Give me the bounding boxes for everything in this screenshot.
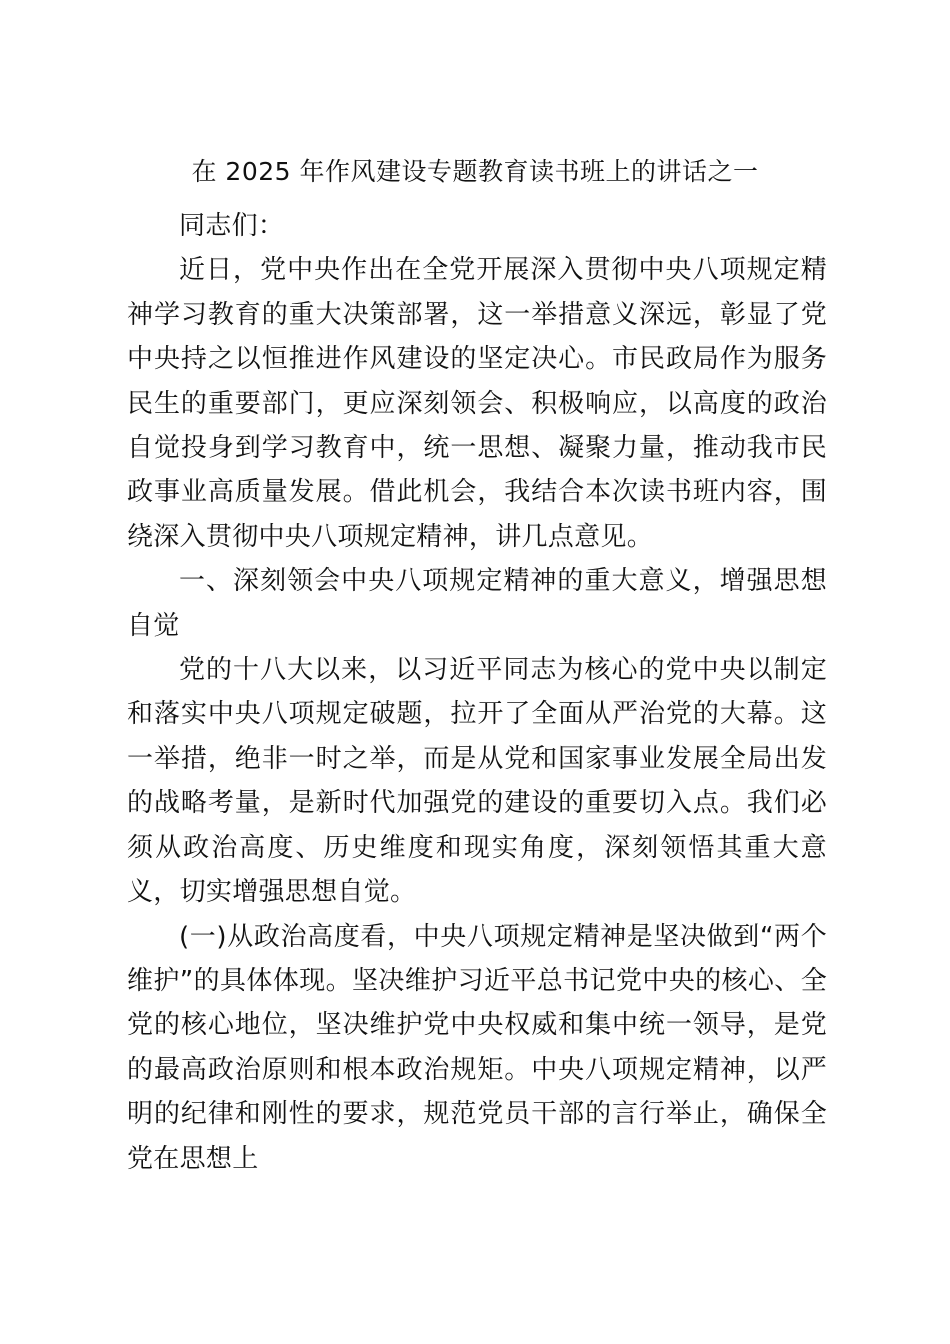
document-body (127, 204, 827, 1181)
document-title: 在 2025 年作风建设专题教育读书班上的讲话之一 (191, 157, 759, 186)
section-heading-1: 一、深刻领会中央八项规定精神的重大意义，增强思想自觉 (127, 566, 827, 641)
paragraph-intro: 近日，党中央作出在全党开展深入贯彻中央八项规定精神学习教育的重大决策部署，这一举措意义深远，彰显了党中央持之以恒推进作风建设的坚定决心。市民政局作为服务民生的重要部门，更应深刻领会、积极响应，以高度的政治自觉投身到学习教育中，统一思想、凝聚力量，推动我市民政事业高质量发展。借此机会，我结合本次读书班内容，围绕深入贯彻中央八项规定精神，讲几点意见。 (127, 255, 827, 552)
salutation: 同志们： (179, 211, 285, 241)
paragraph-section-1: 党的十八大以来，以习近平同志为核心的党中央以制定和落实中央八项规定破题，拉开了全面从严治党的大幕。这一举措，绝非一时之举，而是从党和国家事业发展全局出发的战略考量，是新时代加强党的建设的重要切入点。我们必须从政治高度、历史维度和现实角度，深刻领悟其重大意义，切实增强思想自觉。 (127, 655, 827, 908)
paragraph-subsection-1: (一)从政治高度看，中央八项规定精神是坚决做到“两个维护”的具体体现。坚决维护习近平总书记党中央的核心、全党的核心地位，坚决维护党中央权威和集中统一领导，是党的最高政治原则和根本政治规矩。中央八项规定精神，以严明的纪律和刚性的要求，规范党员干部的言行举止，确保全党在思想上 (127, 921, 827, 1174)
